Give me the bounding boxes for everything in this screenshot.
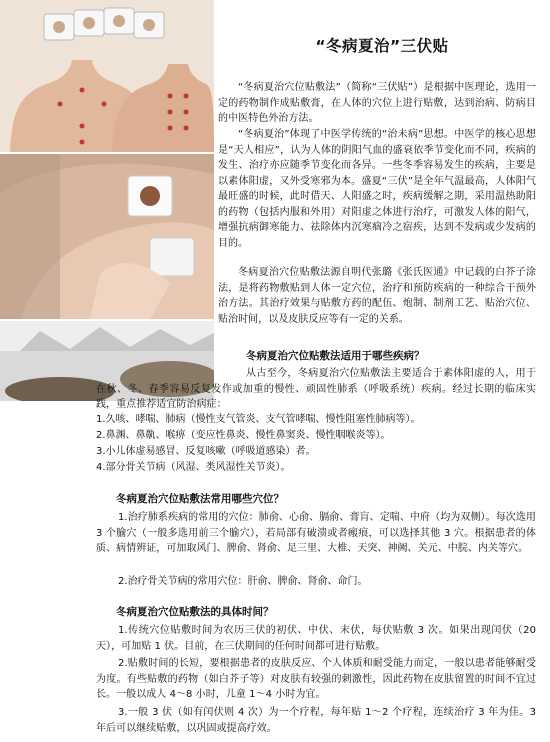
patch-application-photo xyxy=(0,154,214,319)
section1-lead: 从古至今，冬病夏治穴位贴敷法主要适合于素体阳虚的人，用于在秋、冬、春季容易反复发作或加重的慢性、顽固性肺系（呼吸系统）疾病。经过长期的临床实践，重点推荐适宜防治病症： xyxy=(96,368,536,410)
timing-item-2: 2.贴敷时间的长短，要根据患者的皮肤反应、个人体质和耐受能力而定，一般以患者能够耐受为度。有些贴敷的药物（如白芥子等）对皮肤有较强的刺激性，因此药物在皮肤留置的时间不宜过长。一般以成人 4～8 小时，儿童 1～4 小时为宜。 xyxy=(96,658,536,700)
section-heading-timing: 冬病夏治穴位贴敷法的具体时间？ xyxy=(116,606,274,618)
acupoints-item-2: 2.治疗骨关节病的常用穴位：肝俞、脾俞、肾俞、命门。 xyxy=(118,576,368,587)
disease-item-1: 1.久咳、哮喘、肺病（慢性支气管炎、支气管哮喘、慢性阻塞性肺病等）。 xyxy=(96,414,421,425)
disease-item-4: 4.部分骨关节病（风湿、类风湿性关节炎）。 xyxy=(96,462,291,473)
intro-paragraph-1: “冬病夏治穴位贴敷法”（简称“三伏贴”）是根据中医理论，选用一定的药物制作成贴敷膏，在人体的穴位上进行贴敷，达到治病、防病目的中医特色外治方法。 xyxy=(218,82,536,124)
disease-item-3: 3.小儿体虚易感冒、反复咳嗽（呼吸道感染）者。 xyxy=(96,446,316,457)
timing-item-3: 3.一般 3 伏（如有闰伏则 4 次）为一个疗程，每年贴 1～2 个疗程，连续治疗 3 年为佳。3 年后可以继续贴敷，以巩固或提高疗效。 xyxy=(96,707,536,734)
intro-paragraph-3: 冬病夏治穴位贴敷法源自明代张璐《张氏医通》中记载的白芥子涂法，是将药物敷贴到人体一定穴位，治疗和预防疾病的一种综合干预外治方法。其治疗效果与贴敷方药的配伍、炮制、制剂工艺、贴治穴位、贴治时间，以及皮肤反应等有一定的关系。 xyxy=(218,267,536,325)
acupoint-chart-image xyxy=(0,0,214,152)
intro-paragraph-2: “冬病夏治”体现了中医学传统的“治未病”思想。中医学的核心思想是“天人相应”，认为人体的阴阳气血的盛衰依季节变化而不同，疾病的发生、治疗亦应随季节变化而各异。一些冬季容易发生的疾病，主要是以素体阳虚，又外受寒邪为本。盛夏“三伏”是全年气温最高，人体阳气最旺盛的时候，此时借天、人阳盛之时，疾病缓解之期，采用温热助阳的药物（包括内服和外用）对阳虚之体进行治疗，可激发人体的阳气，增强抗病御寒能力、祛除体内沉寒痼冷之宿疾，达到不发病或少发病的目的。 xyxy=(218,129,536,249)
section-heading-acupoints: 冬病夏治穴位贴敷法常用哪些穴位？ xyxy=(116,493,284,505)
timing-item-1: 1.传统穴位贴敷时间为农历三伏的初伏、中伏、末伏，每伏贴敷 3 次。如果出现闰伏（20 天），可加贴 1 伏。目前，在三伏期间的任何时间都可进行贴敷。 xyxy=(96,625,536,652)
disease-item-2: 2.鼻渊、鼻鼽、喉痹（变应性鼻炎、慢性鼻窦炎、慢性咽喉炎等）。 xyxy=(96,430,391,441)
page-title: “冬病夏治”三伏贴 xyxy=(315,37,449,55)
section-heading-diseases: 冬病夏治穴位贴敷法适用于哪些疾病？ xyxy=(246,350,425,362)
acupoints-item-1: 1.治疗肺系疾病的常用的穴位：肺俞、心俞、膈俞、膏肓、定喘、中府（均为双侧）。每次选用 3 个腧穴（一般多选用前三个腧穴），若局部有破溃或者瘢痕，可以选择其他 3 穴。根据患者的体质、病情辨证，可加取风门、脾俞、肾俞、足三里、大椎、天突、神阙、关元、中脘、内关等穴。 xyxy=(96,512,536,554)
